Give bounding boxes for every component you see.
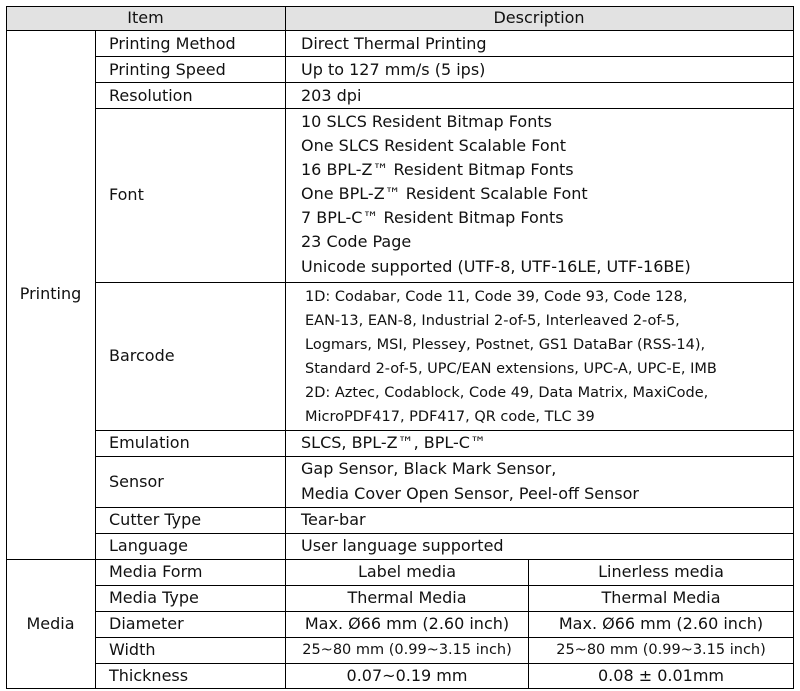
media-type-linerless: Thermal Media [601, 588, 721, 607]
label-sensor: Sensor [109, 472, 164, 491]
label-width: Width [109, 640, 156, 659]
label-media-form: Media Form [109, 562, 203, 581]
rule [95, 282, 794, 283]
rule [95, 82, 794, 83]
value-emulation: SLCS, BPL-Z™, BPL-C™ [301, 433, 486, 452]
font-line: 7 BPL-C™ Resident Bitmap Fonts [301, 208, 564, 227]
barcode-line: MicroPDF417, PDF417, QR code, TLC 39 [305, 409, 595, 425]
rule [95, 56, 794, 57]
media-form-label: Label media [357, 562, 457, 581]
thickness-label: 0.07~0.19 mm [346, 666, 468, 685]
font-line: One SLCS Resident Scalable Font [301, 136, 567, 155]
rule [95, 108, 794, 109]
media-type-label: Thermal Media [347, 588, 467, 607]
label-language: Language [109, 536, 188, 555]
sensor-line: Media Cover Open Sensor, Peel-off Sensor [301, 484, 639, 503]
font-line: 16 BPL-Z™ Resident Bitmap Fonts [301, 160, 574, 179]
rule [6, 6, 7, 689]
label-diameter: Diameter [109, 614, 184, 633]
barcode-line: 1D: Codabar, Code 11, Code 39, Code 93, Code 128, [305, 289, 688, 305]
value-printing-speed: Up to 127 mm/s (5 ips) [301, 60, 486, 79]
value-language: User language supported [301, 536, 504, 555]
rule [6, 30, 794, 31]
label-cutter-type: Cutter Type [109, 510, 202, 529]
barcode-line: Logmars, MSI, Plessey, Postnet, GS1 DataBar (RSS-14), [305, 337, 706, 353]
diameter-label: Max. Ø66 mm (2.60 inch) [304, 614, 510, 633]
group-printing: Printing [19, 284, 82, 303]
header-description: Description [493, 8, 585, 27]
rule [793, 6, 794, 689]
thickness-linerless: 0.08 ± 0.01mm [598, 666, 724, 685]
font-line: One BPL-Z™ Resident Scalable Font [301, 184, 588, 203]
group-media: Media [26, 614, 75, 633]
label-resolution: Resolution [109, 86, 193, 105]
header-item: Item [127, 8, 164, 27]
barcode-line: Standard 2-of-5, UPC/EAN extensions, UPC-A, UPC-E, IMB [305, 361, 717, 377]
barcode-line: EAN-13, EAN-8, Industrial 2-of-5, Interleaved 2-of-5, [305, 313, 680, 329]
sensor-line: Gap Sensor, Black Mark Sensor, [301, 459, 557, 478]
rule [95, 30, 96, 689]
media-form-linerless: Linerless media [598, 562, 724, 581]
font-line: Unicode supported (UTF-8, UTF-16LE, UTF-16BE) [301, 257, 691, 276]
width-linerless: 25~80 mm (0.99~3.15 inch) [556, 642, 766, 658]
label-barcode: Barcode [109, 346, 175, 365]
diameter-linerless: Max. Ø66 mm (2.60 inch) [558, 614, 764, 633]
label-font: Font [109, 185, 144, 204]
rule [6, 688, 794, 689]
font-line: 10 SLCS Resident Bitmap Fonts [301, 112, 552, 131]
label-thickness: Thickness [109, 666, 189, 685]
label-emulation: Emulation [109, 433, 190, 452]
label-media-type: Media Type [109, 588, 199, 607]
font-line: 23 Code Page [301, 232, 412, 251]
width-label: 25~80 mm (0.99~3.15 inch) [302, 642, 512, 658]
label-printing-method: Printing Method [109, 34, 236, 53]
value-resolution: 203 dpi [301, 86, 362, 105]
value-cutter-type: Tear-bar [301, 510, 366, 529]
value-printing-method: Direct Thermal Printing [301, 34, 487, 53]
barcode-line: 2D: Aztec, Codablock, Code 49, Data Matrix, MaxiCode, [305, 385, 709, 401]
label-printing-speed: Printing Speed [109, 60, 226, 79]
